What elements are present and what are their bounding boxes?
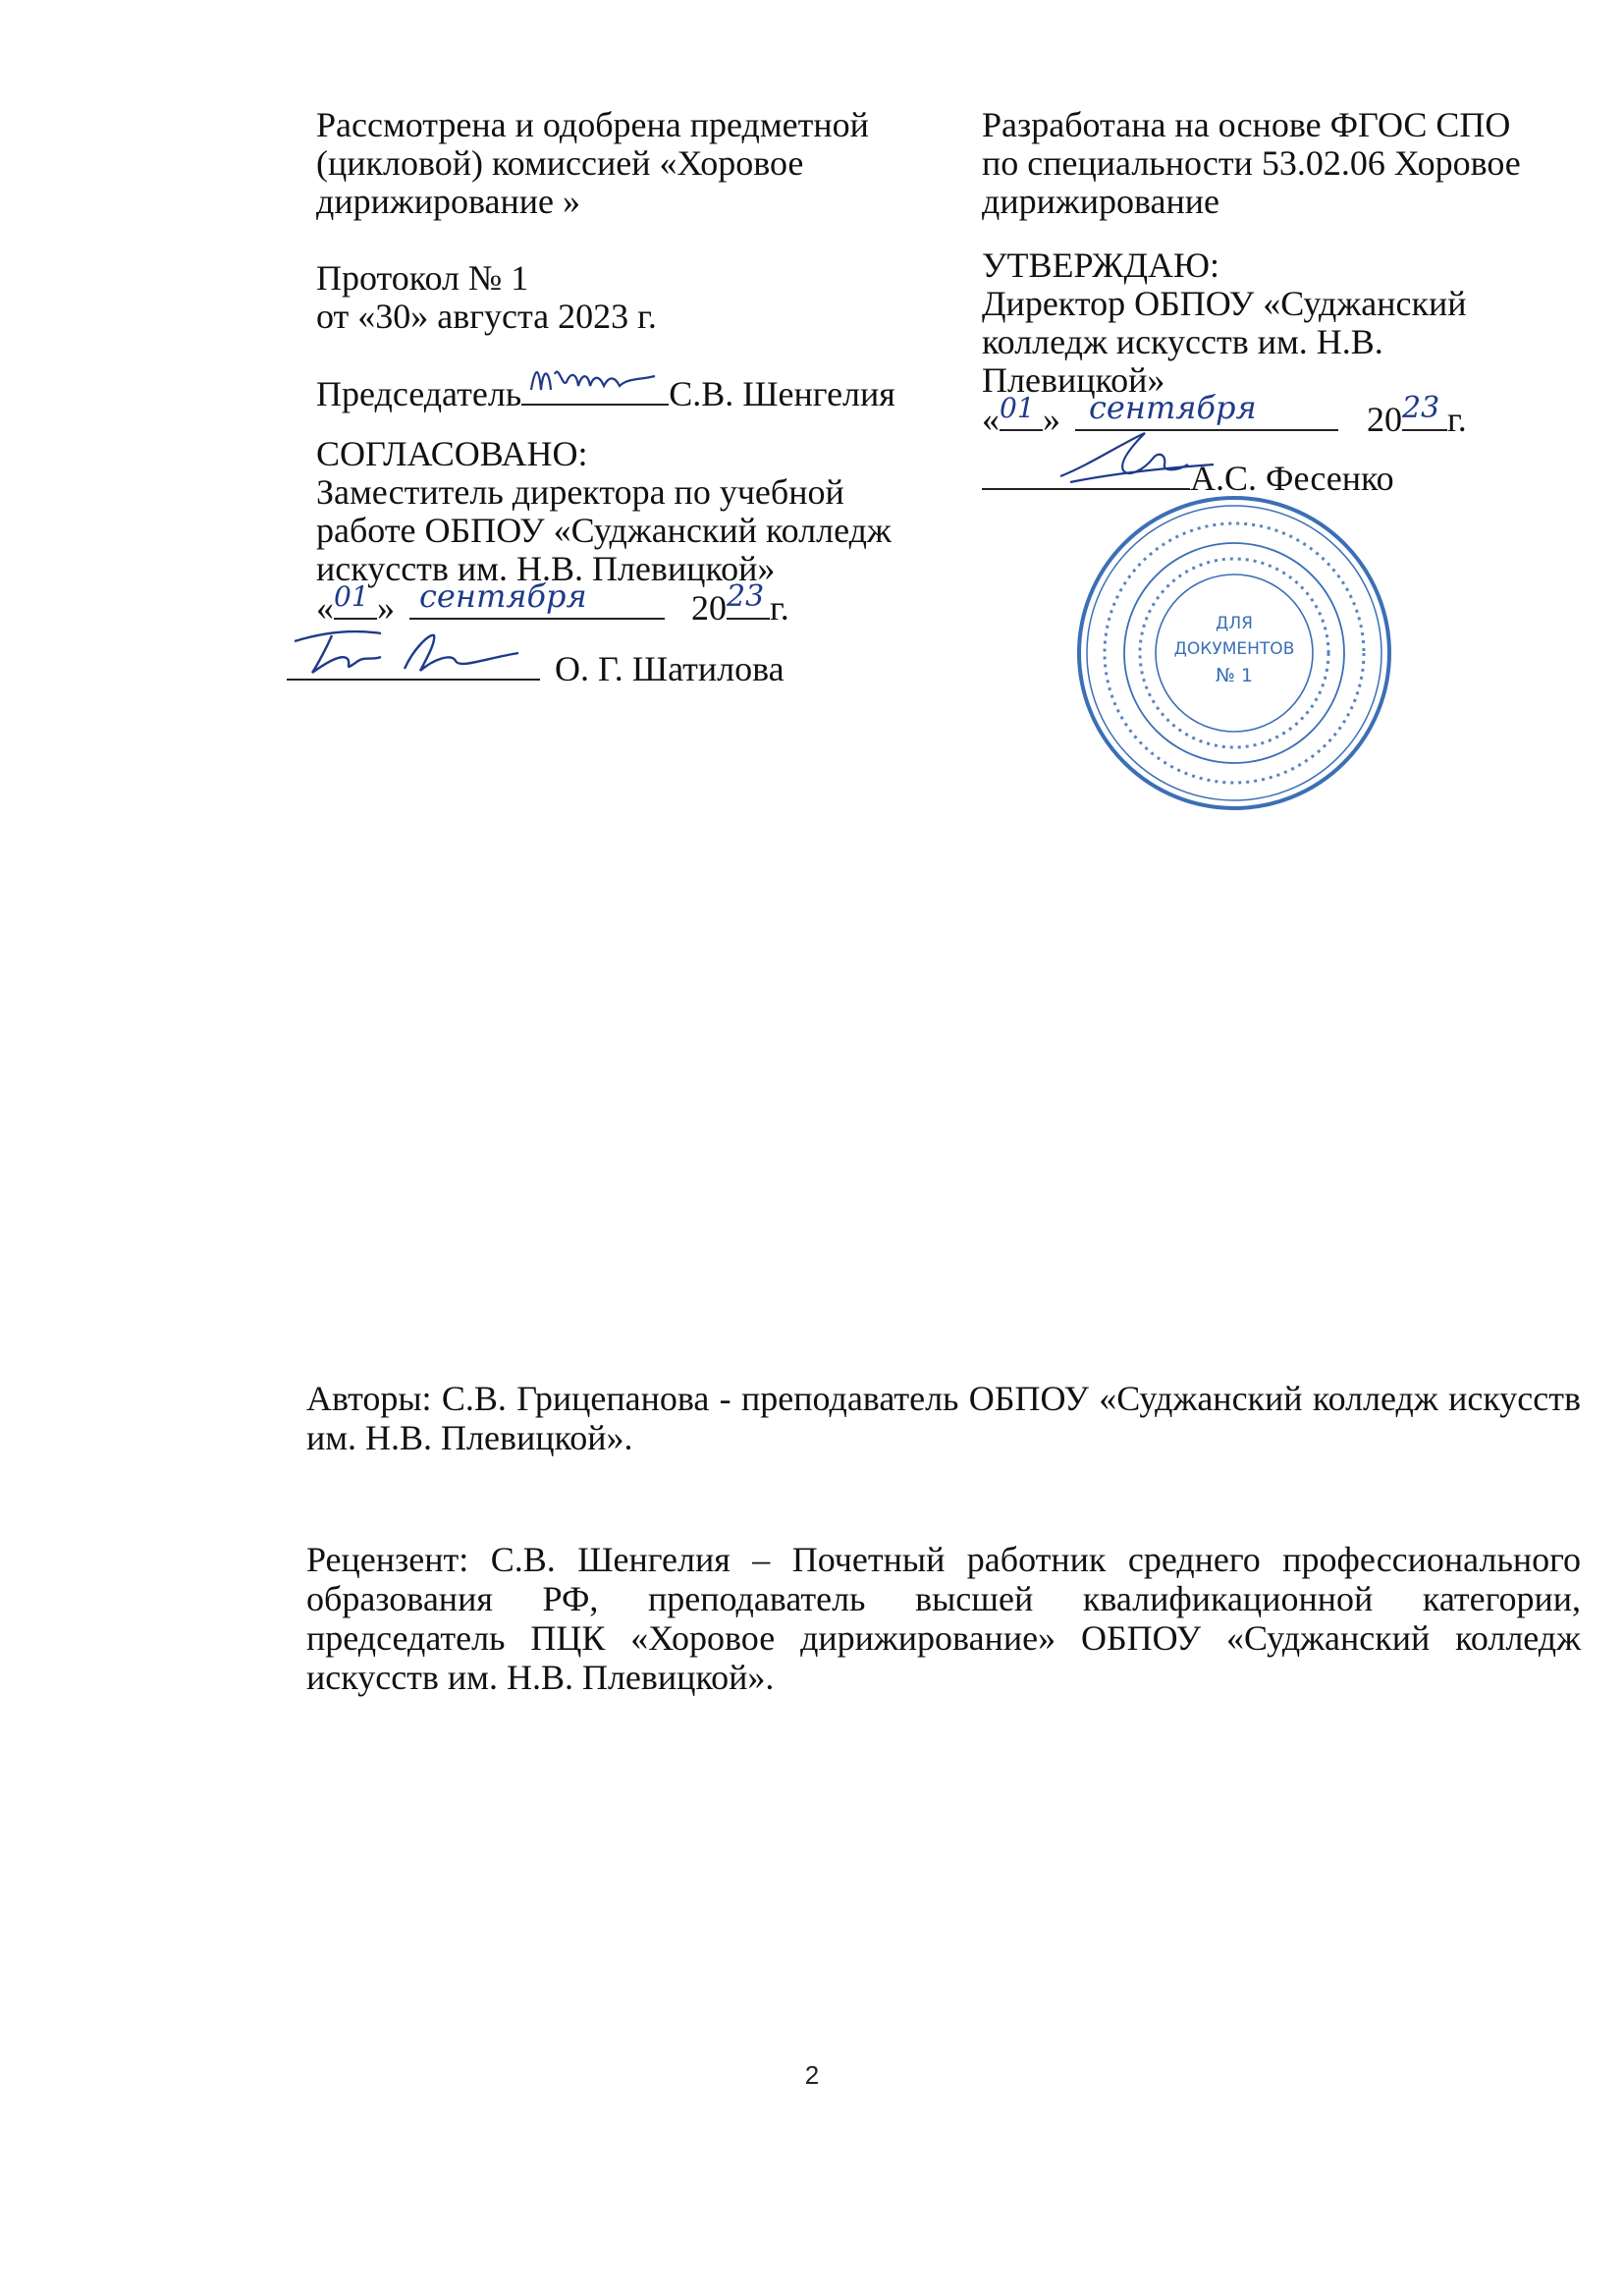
date-day-handwritten: 01 xyxy=(334,580,369,613)
deputy-line-3: искусств им. Н.В. Плевицкой» xyxy=(316,549,776,588)
approve-date-year-handwritten: 23 xyxy=(1402,391,1440,425)
committee-line-1: Рассмотрена и одобрена предметной xyxy=(316,105,869,144)
deputy-signature-line xyxy=(287,649,945,688)
approve-date-day-handwritten: 01 xyxy=(1000,392,1035,424)
director-handwritten-signature xyxy=(1051,425,1218,488)
date-suffix: г. xyxy=(770,588,789,628)
authors-paragraph: Авторы: С.В. Грицепанова - преподаватель ОБПОУ «Суджанский колледж искусств им. Н.В. Плевицкой». xyxy=(306,1379,1581,1457)
director-line-3: Плевицкой» xyxy=(982,360,1165,400)
approve-title: УТВЕРЖДАЮ: xyxy=(982,246,1220,285)
agreed-title: СОГЛАСОВАНО: xyxy=(316,434,588,473)
approval-block xyxy=(982,106,1610,498)
deputy-line-1: Заместитель директора по учебной xyxy=(316,472,844,512)
basis-line-2: по специальности 53.02.06 Хоровое xyxy=(982,143,1521,183)
approve-date-year-prefix: 20 xyxy=(1367,400,1402,439)
seal-center-line-2: ДОКУМЕНТОВ xyxy=(1173,639,1295,659)
page-number: 2 xyxy=(804,2060,820,2090)
director-signature xyxy=(982,459,1190,490)
date-year-handwritten: 23 xyxy=(727,579,765,614)
chair-signature-line xyxy=(316,374,945,413)
approve-date-quote-open: « xyxy=(982,400,1000,439)
official-seal xyxy=(1072,491,1396,815)
date-quote-close: » xyxy=(377,588,395,628)
protocol-number: Протокол № 1 xyxy=(316,258,529,298)
date-year-prefix: 20 xyxy=(691,588,727,628)
deputy-line-2: работе ОБПОУ «Суджанский колледж xyxy=(316,511,892,550)
deputy-handwritten-signature xyxy=(287,624,532,681)
committee-approval-block xyxy=(316,106,945,688)
date-quote-open: « xyxy=(316,588,334,628)
chair-signature xyxy=(521,374,669,406)
deputy-signature xyxy=(287,649,540,681)
deputy-name: О. Г. Шатилова xyxy=(555,649,785,688)
protocol-date: от «30» августа 2023 г. xyxy=(316,297,657,336)
approve-date-quote-close: » xyxy=(1043,400,1060,439)
date-day-field xyxy=(334,580,377,620)
chair-label: Председатель xyxy=(316,374,522,413)
approve-date-day-field xyxy=(1000,392,1043,431)
deputy-date-line xyxy=(316,577,945,628)
basis-line-1: Разработана на основе ФГОС СПО xyxy=(982,105,1511,144)
chair-handwritten-signature xyxy=(525,360,663,404)
director-name: А.С. Фесенко xyxy=(1190,459,1394,498)
approve-date-suffix: г. xyxy=(1447,400,1467,439)
date-month-handwritten: сентября xyxy=(419,577,587,615)
committee-line-3: дирижирование » xyxy=(316,182,580,221)
approve-date-year-field xyxy=(1402,391,1447,431)
seal-center-line-3: № 1 xyxy=(1216,665,1253,686)
chair-name: С.В. Шенгелия xyxy=(669,374,895,413)
approve-date-month-handwritten: сентября xyxy=(1089,389,1257,426)
date-month-field xyxy=(409,577,665,620)
seal-center-line-1: ДЛЯ xyxy=(1216,614,1253,633)
director-line-2: колледж искусств им. Н.В. xyxy=(982,322,1383,361)
reviewer-paragraph: Рецензент: С.В. Шенгелия – Почетный работник среднего профессионального образования РФ, преподаватель высшей квалификационной категории, председатель ПЦК «Хоровое дирижирование» ОБПОУ «Суджанский колледж искусств им. Н.В. Плевицкой». xyxy=(306,1540,1581,1697)
director-line-1: Директор ОБПОУ «Суджанский xyxy=(982,284,1467,323)
date-year-field xyxy=(727,579,770,620)
basis-line-3: дирижирование xyxy=(982,182,1219,221)
committee-line-2: (цикловой) комиссией «Хоровое xyxy=(316,143,804,183)
